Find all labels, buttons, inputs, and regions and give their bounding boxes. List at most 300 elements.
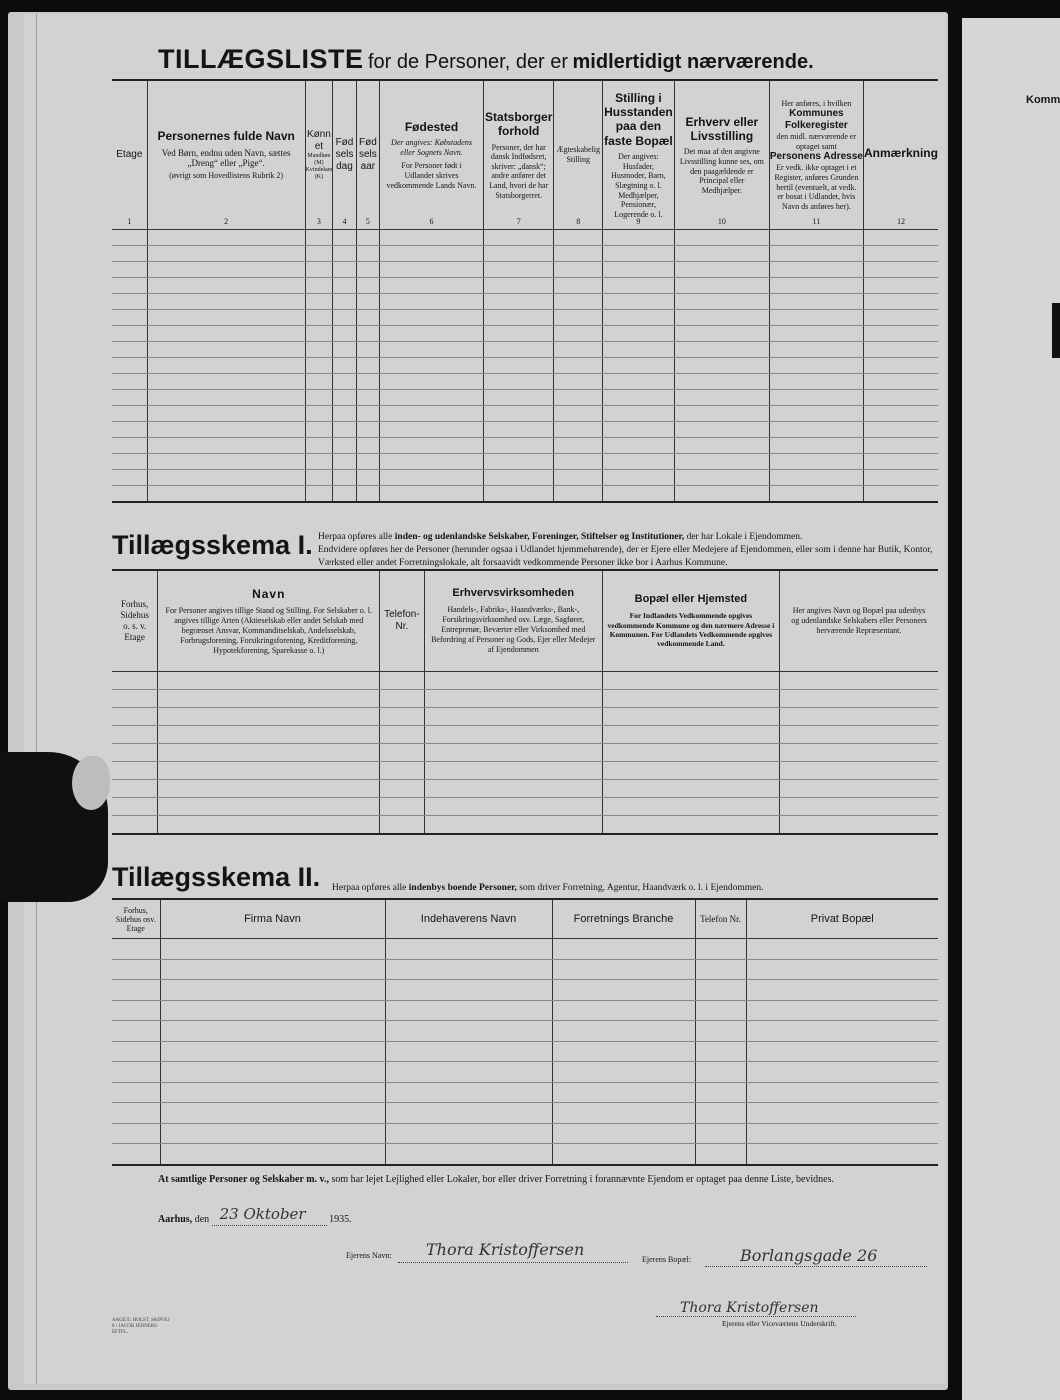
table-cell — [147, 262, 305, 278]
table-cell — [112, 1103, 160, 1124]
table-cell — [779, 726, 938, 744]
table-cell — [158, 780, 380, 798]
signature-field — [656, 1316, 856, 1317]
table-cell — [147, 454, 305, 470]
column-number: 7 — [516, 217, 521, 227]
table-cell — [112, 342, 147, 358]
table-cell — [147, 406, 305, 422]
table-cell — [603, 294, 675, 310]
table-cell — [554, 342, 603, 358]
table-cell — [552, 1103, 695, 1124]
handwritten-signature: Thora Kristoffersen — [680, 1300, 819, 1316]
table-cell — [863, 326, 938, 342]
table-cell — [483, 310, 554, 326]
table-cell — [380, 326, 484, 342]
table-cell — [695, 1082, 746, 1103]
table-row — [112, 1082, 938, 1103]
table-cell — [112, 358, 147, 374]
table-cell — [674, 374, 769, 390]
table-cell — [603, 422, 675, 438]
col-name: Personernes fulde Navn Ved Børn, endnu uden Navn, sættes „Dreng“ eller „Pige“. (øvrigt som Hovedlistens Rubrik 2) 2 — [147, 80, 305, 230]
table-cell — [779, 690, 938, 708]
table-cell — [160, 939, 385, 960]
table-cell — [147, 422, 305, 438]
table-row — [112, 246, 938, 262]
table-cell — [305, 470, 333, 486]
table-row — [112, 762, 938, 780]
table-cell — [674, 262, 769, 278]
col-remarks: Anmærkning 12 — [863, 80, 938, 230]
table-cell — [333, 486, 356, 503]
table-cell — [147, 438, 305, 454]
s1-col-representative: Her angives Navn og Bopæl paa udenbys og udenlandske Selskabers eller Personers herværende Repræsentant. — [779, 570, 938, 672]
table-cell — [674, 310, 769, 326]
table-row — [112, 708, 938, 726]
table-cell — [158, 762, 380, 780]
table-cell — [483, 262, 554, 278]
table-cell — [554, 230, 603, 246]
table-row — [112, 816, 938, 835]
table-cell — [769, 246, 863, 262]
table-cell — [695, 959, 746, 980]
table-cell — [112, 230, 147, 246]
table-cell — [356, 470, 379, 486]
table-cell — [863, 374, 938, 390]
table-cell — [695, 1123, 746, 1144]
table-cell — [603, 374, 675, 390]
table-cell — [112, 326, 147, 342]
table-cell — [147, 374, 305, 390]
table-cell — [746, 1144, 938, 1165]
table-cell — [554, 246, 603, 262]
table-cell — [333, 230, 356, 246]
skema1-title: Tillægsskema I. — [112, 530, 313, 560]
table-cell — [356, 390, 379, 406]
table-cell — [112, 959, 160, 980]
table-cell — [769, 390, 863, 406]
table-cell — [863, 406, 938, 422]
table-cell — [695, 1021, 746, 1042]
s2-col-owner: Indehaverens Navn — [385, 899, 552, 939]
table-cell — [385, 1144, 552, 1165]
table-cell — [779, 762, 938, 780]
table-row — [112, 262, 938, 278]
table-cell — [305, 294, 333, 310]
table-cell — [769, 342, 863, 358]
table-cell — [554, 406, 603, 422]
table-row — [112, 939, 938, 960]
attestation-statement: At samtlige Personer og Selskaber m. v., som har lejet Lejlighed eller Lokaler, bor eller driver Forretning i forannævnte Ejendom er optaget paa denne Liste, bevidnes. — [158, 1174, 834, 1185]
table-cell — [112, 262, 147, 278]
table-cell — [112, 1000, 160, 1021]
table-cell — [160, 1041, 385, 1062]
table-cell — [603, 486, 675, 503]
table-cell — [147, 486, 305, 503]
table-cell — [160, 1123, 385, 1144]
column-number: 5 — [365, 217, 370, 227]
column-number: 1 — [127, 217, 132, 227]
table-cell — [380, 762, 425, 780]
table-cell — [602, 726, 779, 744]
table-row — [112, 798, 938, 816]
table-row — [112, 454, 938, 470]
col-household: Stilling i Husstanden paa den faste Bopæl Der angives: Husfader, Husmoder, Barn, Slægtning o. l. Medhjælper, Pensionær, Logerende o. l. 9 — [603, 80, 675, 230]
table-cell — [385, 1000, 552, 1021]
table-cell — [112, 246, 147, 262]
table-cell — [554, 390, 603, 406]
list-title-mid: for de Personer, der er — [367, 51, 569, 73]
table-cell — [695, 939, 746, 960]
table-cell — [380, 708, 425, 726]
table-cell — [380, 374, 484, 390]
table-cell — [483, 230, 554, 246]
table-cell — [385, 1021, 552, 1042]
table-cell — [112, 939, 160, 960]
table-cell — [554, 294, 603, 310]
table-row — [112, 726, 938, 744]
table-cell — [380, 278, 484, 294]
s1-col-residence: Bopæl eller Hjemsted For Indlandets Vedkommende opgives vedkommende Kommune og den nærmere Adresse i Kommunen. For Udlandets Vedkommende opgives vedkommende Land. — [602, 570, 779, 672]
col-citizenship: Statsborgerforhold Personer, der har dansk Indfødsret, skriver: „dansk“; andre anfører det Land, hvori de har Statsborgerret. 7 — [483, 80, 554, 230]
table-cell — [147, 310, 305, 326]
table-cell — [112, 1041, 160, 1062]
owner-residence-label: Ejerens Bopæl: — [642, 1255, 692, 1264]
table-cell — [380, 780, 425, 798]
table-cell — [779, 708, 938, 726]
table-cell — [160, 980, 385, 1001]
table-cell — [674, 438, 769, 454]
table-cell — [147, 470, 305, 486]
skema1-table — [112, 569, 938, 835]
table-cell — [863, 278, 938, 294]
table-cell — [769, 262, 863, 278]
table-cell — [385, 1041, 552, 1062]
table-cell — [112, 780, 158, 798]
s1-col-phone: Telefon-Nr. — [380, 570, 425, 672]
table-cell — [305, 486, 333, 503]
table-cell — [380, 246, 484, 262]
table-cell — [112, 374, 147, 390]
table-cell — [483, 406, 554, 422]
table-cell — [424, 816, 602, 835]
table-cell — [602, 816, 779, 835]
col-gender: Kønnet Mandkøn (M) Kvindekøn (K) 3 — [305, 80, 333, 230]
table-cell — [380, 390, 484, 406]
table-cell — [385, 1123, 552, 1144]
table-cell — [769, 374, 863, 390]
table-cell — [769, 230, 863, 246]
table-cell — [695, 1144, 746, 1165]
table-cell — [380, 342, 484, 358]
table-row — [112, 1123, 938, 1144]
table-row — [112, 358, 938, 374]
table-cell — [158, 744, 380, 762]
table-cell — [160, 959, 385, 980]
table-cell — [695, 1000, 746, 1021]
table-cell — [552, 980, 695, 1001]
table-cell — [674, 246, 769, 262]
table-cell — [769, 406, 863, 422]
table-cell — [333, 470, 356, 486]
table-cell — [779, 672, 938, 690]
table-cell — [305, 246, 333, 262]
table-cell — [424, 780, 602, 798]
table-cell — [333, 262, 356, 278]
table-cell — [674, 326, 769, 342]
table-cell — [746, 1123, 938, 1144]
col-address: Her anføres, i hvilken Kommunes Folkeregister den midl. nærværende er optaget samt Personens Adresse Er vedk. ikke optaget i et Register, anføres Grunden hertil (eventuelt, at vedk. er bosat i Udlandet, hvis Navn ds anføres her). 11 — [769, 80, 863, 230]
table-row — [112, 1144, 938, 1165]
printer-imprint: AAGE E. HOLST, SKØVEJ 8 / JACOB JENNERS EFTFL. — [112, 1318, 170, 1335]
table-row — [112, 278, 938, 294]
table-cell — [552, 1000, 695, 1021]
table-cell — [483, 342, 554, 358]
col-etage: Etage 1 — [112, 80, 147, 230]
table-row — [112, 438, 938, 454]
table-row — [112, 422, 938, 438]
handwritten-owner-name: Thora Kristoffersen — [426, 1240, 585, 1259]
table-cell — [602, 690, 779, 708]
table-cell — [603, 278, 675, 294]
date-line: Aarhus, den 23 Oktober 1935. — [158, 1205, 352, 1225]
table-cell — [333, 278, 356, 294]
table-cell — [112, 1082, 160, 1103]
table-cell — [380, 486, 484, 503]
table-row — [112, 1021, 938, 1042]
table-cell — [356, 230, 379, 246]
table-cell — [305, 422, 333, 438]
table-cell — [483, 486, 554, 503]
table-cell — [385, 1062, 552, 1083]
table-cell — [779, 744, 938, 762]
table-cell — [158, 798, 380, 816]
skema2-table — [112, 898, 938, 1166]
table-cell — [356, 374, 379, 390]
table-cell — [602, 762, 779, 780]
table-row — [112, 980, 938, 1001]
table-cell — [356, 438, 379, 454]
table-cell — [769, 422, 863, 438]
table-cell — [333, 294, 356, 310]
owner-residence-field — [705, 1266, 927, 1267]
table-cell — [112, 278, 147, 294]
table-cell — [147, 230, 305, 246]
table-cell — [356, 246, 379, 262]
table-cell — [779, 780, 938, 798]
skema2-title: Tillægsskema II. — [112, 862, 321, 892]
table-cell — [483, 278, 554, 294]
table-cell — [674, 294, 769, 310]
column-number: 2 — [224, 217, 229, 227]
table-cell — [554, 470, 603, 486]
table-cell — [603, 454, 675, 470]
table-cell — [603, 470, 675, 486]
table-cell — [552, 1123, 695, 1144]
list-title-bold: midlertidigt nærværende. — [572, 51, 814, 73]
table-cell — [112, 762, 158, 780]
table-cell — [356, 342, 379, 358]
table-cell — [158, 690, 380, 708]
table-cell — [147, 390, 305, 406]
col-marital: Ægteskabelig Stilling 8 — [554, 80, 603, 230]
table-cell — [380, 744, 425, 762]
table-cell — [160, 1062, 385, 1083]
table-cell — [552, 939, 695, 960]
table-cell — [483, 438, 554, 454]
table-cell — [160, 1103, 385, 1124]
table-cell — [380, 672, 425, 690]
table-cell — [769, 486, 863, 503]
table-cell — [746, 1000, 938, 1021]
table-cell — [779, 816, 938, 835]
table-cell — [112, 294, 147, 310]
table-cell — [333, 406, 356, 422]
table-cell — [769, 438, 863, 454]
table-cell — [356, 406, 379, 422]
table-cell — [424, 798, 602, 816]
list-title — [158, 44, 814, 75]
table-cell — [603, 358, 675, 374]
table-cell — [554, 326, 603, 342]
table-cell — [112, 486, 147, 503]
table-cell — [333, 422, 356, 438]
table-cell — [385, 959, 552, 980]
table-cell — [147, 246, 305, 262]
table-cell — [112, 1021, 160, 1042]
table-row — [112, 1000, 938, 1021]
table-cell — [769, 326, 863, 342]
table-row — [112, 1041, 938, 1062]
table-cell — [380, 294, 484, 310]
table-cell — [769, 454, 863, 470]
table-cell — [333, 246, 356, 262]
table-cell — [305, 342, 333, 358]
table-cell — [769, 470, 863, 486]
table-row — [112, 230, 938, 246]
table-cell — [483, 358, 554, 374]
table-cell — [380, 690, 425, 708]
table-cell — [333, 390, 356, 406]
table-cell — [603, 246, 675, 262]
table-cell — [554, 486, 603, 503]
table-cell — [674, 230, 769, 246]
s2-col-phone: Telefon Nr. — [695, 899, 746, 939]
table-cell — [356, 278, 379, 294]
table-cell — [356, 294, 379, 310]
table-cell — [674, 342, 769, 358]
s1-col-name: Navn For Personer angives tillige Stand og Stilling. For Selskaber o. l. angives tillige Arten (Aktieselskab eller andet Selskab med begrænset Ansvar, Kommanditselskab, Andelsselskab, Forbrugsforening, Forsikringsforening, Kreditforening, Hypotekforening, Sparekasse o. l.) — [158, 570, 380, 672]
facing-page-mark — [1052, 303, 1060, 358]
table-cell — [305, 358, 333, 374]
table-cell — [112, 406, 147, 422]
table-cell — [746, 1021, 938, 1042]
facing-page — [962, 18, 1060, 1400]
table-cell — [380, 262, 484, 278]
table-cell — [160, 1021, 385, 1042]
table-cell — [863, 262, 938, 278]
table-cell — [385, 1082, 552, 1103]
table-cell — [603, 326, 675, 342]
table-cell — [483, 326, 554, 342]
supplement-list-table — [112, 79, 938, 503]
table-cell — [602, 798, 779, 816]
table-cell — [424, 762, 602, 780]
s2-col-private-address: Privat Bopæl — [746, 899, 938, 939]
table-cell — [863, 422, 938, 438]
column-number: 8 — [576, 217, 581, 227]
table-cell — [554, 438, 603, 454]
col-birthday: Fødselsdag 4 — [333, 80, 356, 230]
s2-col-floor: Forhus, Sidehus osv. Etage — [112, 899, 160, 939]
col-birthplace: Fødested Der angives: Købstadens eller Sognets Navn. For Personer født i Udlandet skrives vedkommende Lands Navn. 6 — [380, 80, 484, 230]
table-cell — [333, 358, 356, 374]
table-cell — [779, 798, 938, 816]
table-cell — [603, 438, 675, 454]
table-cell — [333, 454, 356, 470]
signature-label: Ejerens eller Viceværtens Underskrift. — [722, 1319, 837, 1328]
s1-col-business: Erhvervsvirksomheden Handels-, Fabriks-, Haandværks-, Bank-, Forsikringsvirksomhed osv. Læge, Sagfører, Entreprenør, Beværter eller Virksomhed med Befordring af Personer og Gods, Ejer eller Medejer af Ejendommen — [424, 570, 602, 672]
table-cell — [674, 486, 769, 503]
table-cell — [112, 798, 158, 816]
table-cell — [483, 294, 554, 310]
column-number: 9 — [636, 217, 641, 227]
table-row — [112, 294, 938, 310]
table-cell — [380, 454, 484, 470]
table-row — [112, 390, 938, 406]
table-cell — [424, 744, 602, 762]
table-cell — [385, 939, 552, 960]
table-cell — [147, 342, 305, 358]
table-cell — [674, 278, 769, 294]
table-cell — [158, 708, 380, 726]
table-cell — [483, 374, 554, 390]
table-cell — [305, 374, 333, 390]
table-cell — [554, 374, 603, 390]
table-row — [112, 406, 938, 422]
facing-page-label: Komm — [1026, 94, 1060, 106]
owner-name-field — [398, 1262, 628, 1263]
table-cell — [554, 454, 603, 470]
table-cell — [112, 438, 147, 454]
table-cell — [112, 422, 147, 438]
table-cell — [380, 816, 425, 835]
table-row — [112, 326, 938, 342]
s1-col-floor: Forhus, Sidehus o. s. v. Etage — [112, 570, 158, 672]
table-cell — [380, 438, 484, 454]
table-cell — [158, 816, 380, 835]
table-cell — [305, 438, 333, 454]
table-cell — [695, 1103, 746, 1124]
table-cell — [112, 980, 160, 1001]
table-cell — [112, 816, 158, 835]
table-cell — [552, 1021, 695, 1042]
table-cell — [863, 454, 938, 470]
table-cell — [305, 406, 333, 422]
table-cell — [769, 310, 863, 326]
table-cell — [305, 390, 333, 406]
owner-name-label: Ejerens Navn: — [346, 1251, 392, 1260]
table-cell — [746, 939, 938, 960]
table-cell — [112, 726, 158, 744]
table-cell — [112, 690, 158, 708]
table-cell — [380, 230, 484, 246]
table-cell — [863, 230, 938, 246]
table-cell — [769, 278, 863, 294]
table-cell — [305, 310, 333, 326]
table-row — [112, 690, 938, 708]
table-cell — [424, 708, 602, 726]
table-row — [112, 672, 938, 690]
